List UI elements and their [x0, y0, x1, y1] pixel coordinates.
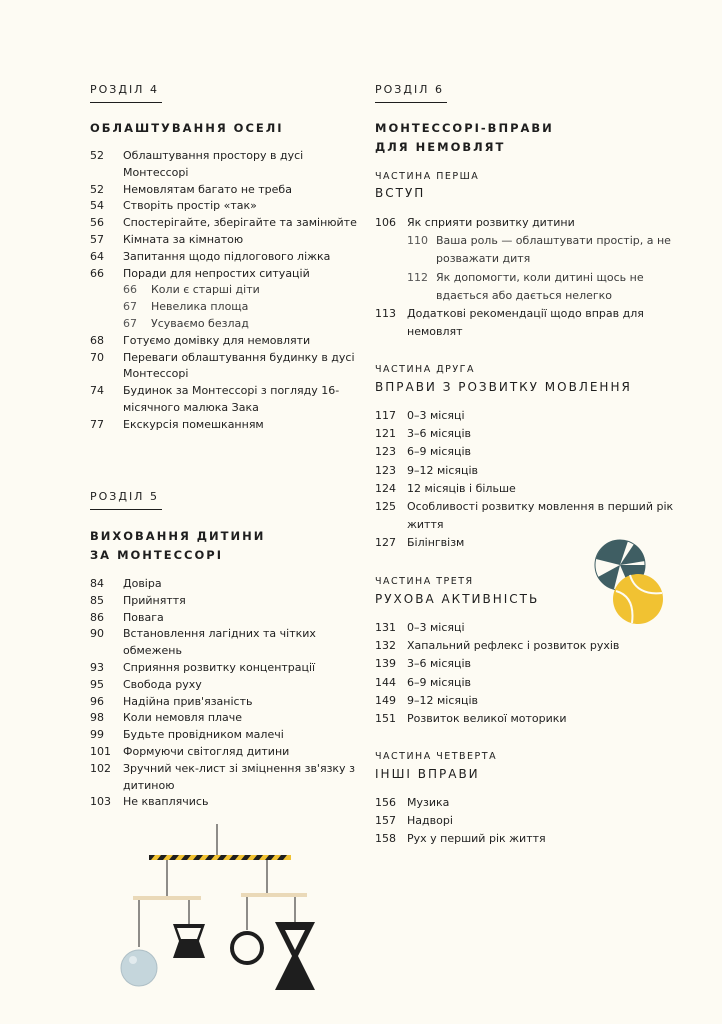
toc-entry [90, 694, 360, 711]
toc-page-number: 101 [90, 744, 111, 758]
part4-title: ІНШІ ВПРАВИ [375, 767, 480, 781]
toc-entry [375, 710, 675, 728]
striped-bar [149, 855, 291, 860]
part3-title: РУХОВА АКТИВНІСТЬ [375, 592, 540, 606]
chapter4-toc [90, 148, 360, 434]
munari-mobile-icon [115, 822, 325, 997]
toc-entry-text: Кімната за кімнатою [123, 232, 244, 246]
toc-page-number: 121 [375, 427, 396, 441]
toc-entry [90, 576, 360, 593]
toc-page-number: 77 [90, 417, 104, 431]
toc-entry [375, 462, 675, 480]
toc-page-number: 66 [123, 283, 137, 297]
toc-entry-text: Особливості розвитку мовлення в перший рік життя [407, 500, 674, 532]
toc-entry-text: 6–9 місяців [407, 675, 472, 689]
toc-page-number: 96 [90, 694, 104, 708]
chapter4-header [90, 83, 162, 103]
toc-entry [90, 232, 360, 249]
toc-entry-text: 6–9 місяців [407, 445, 472, 459]
part3-label: ЧАСТИНА ТРЕТЯ [375, 576, 474, 587]
toc-entry-text: Поради для непростих ситуацій [123, 266, 310, 280]
toc-page-number: 57 [90, 232, 104, 246]
toc-page-number: 54 [90, 199, 104, 213]
toc-entry-text: Готуємо домівку для немовляти [123, 333, 311, 347]
toc-page-number: 67 [123, 300, 137, 314]
part1-label: ЧАСТИНА ПЕРША [375, 171, 480, 182]
toc-page-number: 99 [90, 728, 104, 742]
toc-page-number: 68 [90, 333, 104, 347]
toc-entry-text: Свобода руху [123, 677, 202, 691]
toc-page-number: 112 [407, 270, 428, 284]
toc-page-number: 158 [375, 832, 396, 846]
toc-entry-text: Як допомогти, коли дитині щось не вдається або дається нелегко [436, 270, 644, 302]
toc-page-number: 56 [90, 216, 104, 230]
toc-page-number: 95 [90, 677, 104, 691]
toc-entry-text: Сприяння розвитку концентрації [123, 660, 316, 674]
toc-entry-text: Облаштування простору в дусі Монтессорі [123, 149, 304, 179]
toc-entry-text: Музика [407, 796, 450, 809]
toc-entry [90, 626, 360, 660]
chapter4-title: ОБЛАШТУВАННЯ ОСЕЛІ [90, 121, 284, 135]
toc-entry [375, 305, 675, 341]
toc-entry [375, 637, 675, 655]
toc-entry [90, 417, 360, 434]
chapter5-header [90, 490, 162, 510]
chapter4-label: РОЗДІЛ 4 [90, 83, 159, 96]
toc-page-number: 84 [90, 577, 104, 590]
toc-entry [90, 710, 360, 727]
part1-title: ВСТУП [375, 186, 426, 200]
chapter5-title: ВИХОВАННЯ ДИТИНИ ЗА МОНТЕССОРІ [90, 529, 266, 562]
toc-page-number: 132 [375, 639, 396, 653]
toc-page-number: 139 [375, 657, 396, 671]
part1-toc [375, 214, 675, 341]
toc-page-number: 157 [375, 814, 396, 828]
toc-entry [90, 677, 360, 694]
toc-entry [90, 727, 360, 744]
beach-balls-icon [590, 535, 670, 630]
toc-entry-text: Рух у перший рік життя [407, 832, 546, 846]
toc-entry [375, 655, 675, 673]
toc-entry [90, 198, 360, 215]
toc-page-number: 70 [90, 350, 104, 364]
toc-page-number: 117 [375, 409, 396, 422]
toc-entry-text: 3–6 місяців [407, 657, 472, 671]
toc-subentry [375, 269, 675, 305]
toc-entry-text: Ваша роль — облаштувати простір, а не розважати дитя [436, 234, 671, 266]
toc-entry-text: 12 місяців і більше [407, 481, 516, 495]
toc-entry [90, 593, 360, 610]
toc-entry-text: Прийняття [123, 593, 186, 607]
toc-entry-text: Будьте провідником малечі [123, 728, 284, 742]
toc-entry-text: Переваги облаштування будинку в дусі Монтессорі [123, 350, 355, 381]
chapter5-toc [90, 576, 360, 811]
toc-entry [375, 812, 675, 830]
toc-page-number: 125 [375, 500, 396, 514]
toc-entry-text: Невелика площа [151, 300, 249, 314]
toc-page-number: 66 [90, 266, 104, 280]
toc-entry-text: Надворі [407, 814, 453, 828]
chapter6-label: РОЗДІЛ 6 [375, 83, 444, 96]
toc-entry [90, 215, 360, 232]
toc-entry-text: Коли є старші діти [151, 283, 260, 297]
toc-entry-text: Будинок за Монтессорі з погляду 16-місячного малюка Зака [123, 384, 340, 414]
toc-page-number: 67 [123, 316, 137, 330]
toc-entry-text: 0–3 місяці [407, 409, 465, 422]
toc-page-number: 113 [375, 307, 396, 321]
toc-page-number: 90 [90, 627, 104, 641]
toc-entry [90, 744, 360, 761]
toc-page-number: 103 [90, 795, 111, 809]
toc-entry [375, 425, 675, 443]
toc-page-number: 64 [90, 249, 104, 263]
toc-entry [90, 610, 360, 627]
toc-entry-text: 9–12 місяців [407, 693, 479, 707]
toc-entry-text: 3–6 місяців [407, 427, 472, 441]
chapter6-header [375, 83, 447, 103]
toc-page-number: 106 [375, 216, 396, 229]
toc-page-number: 102 [90, 761, 111, 775]
chapter5-rule [90, 509, 162, 510]
toc-entry [375, 674, 675, 692]
toc-entry-text: Встановлення лагідних та чітких обмежень [123, 627, 316, 658]
ring-icon [232, 933, 262, 963]
toc-entry-text: Спостерігайте, зберігайте та замінюйте [123, 216, 357, 230]
toc-page-number: 74 [90, 384, 104, 398]
toc-entry-text: Розвиток великої моторики [407, 712, 567, 726]
toc-entry [90, 249, 360, 266]
toc-entry [375, 407, 675, 425]
toc-page-number: 93 [90, 660, 104, 674]
toc-entry-text: Формуючи світогляд дитини [123, 744, 290, 758]
toc-entry-text: Хапальний рефлекс і розвиток рухів [407, 639, 620, 653]
chapter5-label: РОЗДІЛ 5 [90, 490, 159, 503]
toc-entry-text: Додаткові рекомендації щодо вправ для немовлят [407, 307, 644, 339]
toc-entry-text: 9–12 місяців [407, 463, 479, 477]
toc-entry [375, 443, 675, 461]
chapter6-title: МОНТЕССОРІ-ВПРАВИ ДЛЯ НЕМОВЛЯТ [375, 121, 554, 154]
part3-toc [375, 619, 675, 728]
toc-entry-text: 0–3 місяці [407, 621, 465, 634]
toc-entry-text: Зручний чек-лист зі зміцнення зв'язку з дитиною [123, 761, 355, 792]
toc-page-number: 127 [375, 536, 396, 550]
part2-title: ВПРАВИ З РОЗВИТКУ МОВЛЕННЯ [375, 380, 632, 394]
toc-entry [375, 830, 675, 848]
toc-entry [90, 350, 360, 384]
toc-entry [90, 794, 360, 811]
toc-entry [375, 794, 675, 812]
toc-entry-text: Довіра [123, 577, 162, 590]
toc-subentry [90, 282, 360, 299]
toc-entry [90, 266, 360, 283]
toc-page-number: 144 [375, 675, 396, 689]
toc-page-number: 52 [90, 182, 104, 196]
toc-page-number: 124 [375, 481, 396, 495]
toc-entry [90, 383, 360, 417]
toc-entry [90, 182, 360, 199]
chapter6-rule [375, 102, 447, 103]
hourglass-shape-icon [275, 922, 315, 990]
part2-label: ЧАСТИНА ДРУГА [375, 364, 475, 375]
cup-shape-icon [173, 924, 205, 958]
toc-page-number: 156 [375, 796, 396, 809]
toc-entry [375, 214, 675, 232]
toc-entry-text: Як сприяти розвитку дитини [407, 216, 575, 229]
toc-entry [375, 498, 675, 534]
part4-toc [375, 794, 675, 849]
toc-entry-text: Надійна прив'язаність [123, 694, 253, 708]
toc-entry-text: Коли немовля плаче [123, 711, 243, 725]
toc-subentry [90, 299, 360, 316]
chapter4-rule [90, 102, 162, 103]
toc-page-number: 131 [375, 621, 396, 634]
toc-entry [90, 660, 360, 677]
right-wood-bar [241, 893, 307, 897]
toc-entry-text: Створіть простір «так» [123, 199, 257, 213]
toc-entry-text: Повага [123, 610, 164, 624]
toc-entry-text: Усуваємо безлад [151, 316, 249, 330]
toc-page-number: 149 [375, 693, 396, 707]
toc-subentry [90, 316, 360, 333]
toc-entry-text: Немовлятам багато не треба [123, 182, 292, 196]
toc-entry-text: Білінгвізм [407, 536, 465, 550]
toc-entry [90, 333, 360, 350]
toc-page-number: 110 [407, 234, 428, 248]
toc-page-number: 123 [375, 463, 396, 477]
toc-entry-text: Екскурсія помешканням [123, 417, 264, 431]
part4-label: ЧАСТИНА ЧЕТВЕРТА [375, 751, 498, 762]
toc-page-number: 98 [90, 711, 104, 725]
toc-entry [375, 480, 675, 498]
toc-page-number: 86 [90, 610, 104, 624]
toc-subentry [375, 232, 675, 268]
toc-page-number: 123 [375, 445, 396, 459]
toc-page-number: 151 [375, 712, 396, 726]
yellow-ball-icon [613, 574, 663, 624]
toc-entry-text: Запитання щодо підлогового ліжка [123, 249, 331, 263]
toc-entry [90, 761, 360, 795]
toc-entry-text: Не кваплячись [123, 795, 209, 809]
toc-page-number: 52 [90, 149, 104, 162]
part2-toc [375, 407, 675, 553]
glass-ball-icon [121, 950, 157, 986]
toc-entry [90, 148, 360, 182]
toc-page-number: 85 [90, 593, 104, 607]
left-wood-bar [133, 896, 201, 900]
toc-entry [375, 692, 675, 710]
